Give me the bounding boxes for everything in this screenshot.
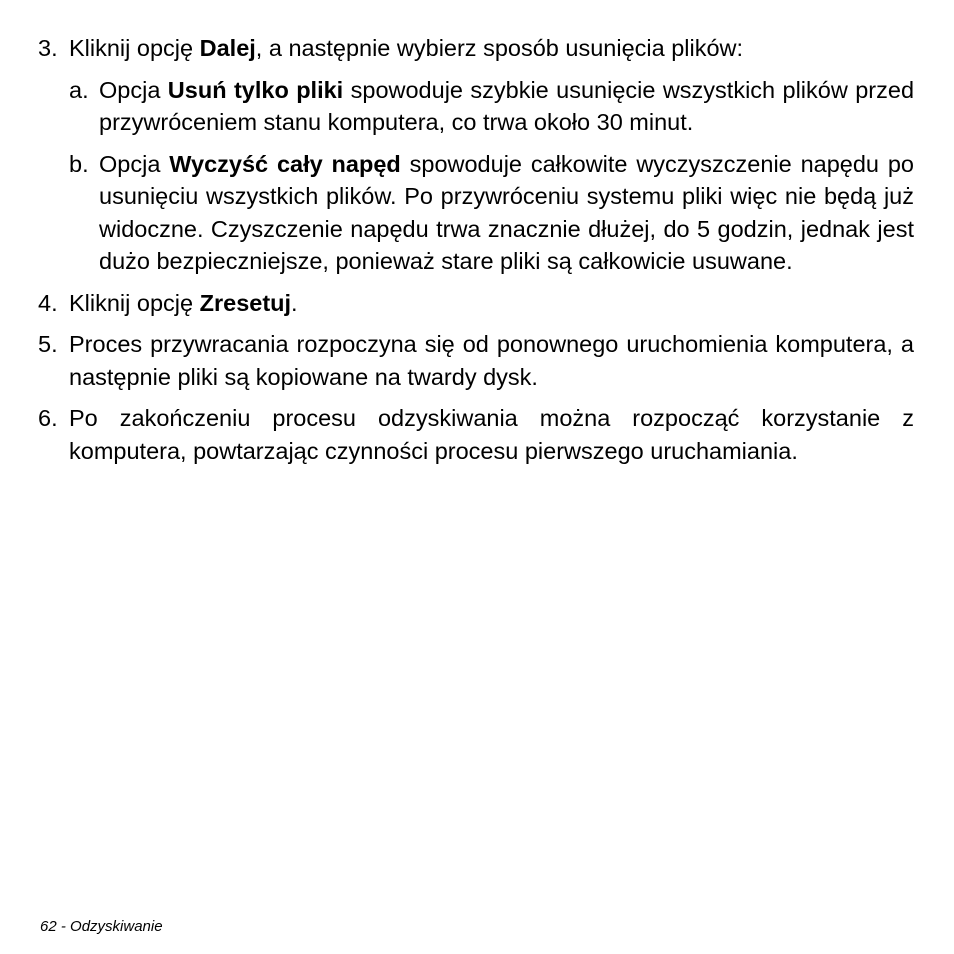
sub-item-letter: a. xyxy=(69,76,89,103)
step-number: 4. xyxy=(38,289,58,316)
sub-list xyxy=(69,74,914,278)
sub-item-b xyxy=(69,148,914,278)
step-number: 3. xyxy=(38,35,58,61)
instruction-list xyxy=(38,32,914,476)
list-item-step-6 xyxy=(38,402,914,467)
option-wyczysc-caly-naped: Wyczyść cały napęd xyxy=(169,150,401,177)
option-zresetuj: Zresetuj xyxy=(199,289,292,316)
section-title: Odzyskiwanie xyxy=(70,918,163,935)
step-text: Po zakończeniu procesu odzyskiwania można rozpocząć korzystanie z komputera, powtarzając czynności procesu pierwszego uruchamiania. xyxy=(69,405,914,464)
step-text: Kliknij opcję Dalej, a następnie wybierz sposób usunięcia plików: xyxy=(69,35,744,61)
sub-item-text: Opcja Usuń tylko pliki spowoduje szybkie usunięcie wszystkich plików przed przywróceniem stanu komputera, co trwa około 30 minut. xyxy=(99,76,915,135)
page-number: 62 xyxy=(40,918,57,935)
step-number: 6. xyxy=(38,405,58,431)
option-dalej: Dalej xyxy=(199,35,256,61)
step-text: Kliknij opcję Zresetuj. xyxy=(69,289,298,316)
option-usun-tylko-pliki: Usuń tylko pliki xyxy=(167,76,344,103)
footer-separator: - xyxy=(56,918,71,935)
sub-item-letter: b. xyxy=(69,150,89,177)
sub-item-a xyxy=(69,74,914,139)
sub-item-text: Opcja Wyczyść cały napęd spowoduje całkowite wyczyszczenie napędu po usunięciu wszystkich plików. Po przywróceniu systemu pliki więc nie będą już widoczne. Czyszczenie napędu trwa znacznie dłużej, do 5 godzin, jednak jest dużo bezpieczniejsze, ponieważ stare pliki są całkowicie usuwane. xyxy=(99,150,914,274)
list-item-step-5 xyxy=(38,328,914,393)
list-item-step-4 xyxy=(38,287,914,320)
step-number: 5. xyxy=(38,331,58,357)
step-text: Proces przywracania rozpoczyna się od ponownego uruchomienia komputera, a następnie pliki są kopiowane na twardy dysk. xyxy=(69,331,914,390)
list-item-step-3 xyxy=(38,32,914,278)
page-footer xyxy=(40,918,163,936)
